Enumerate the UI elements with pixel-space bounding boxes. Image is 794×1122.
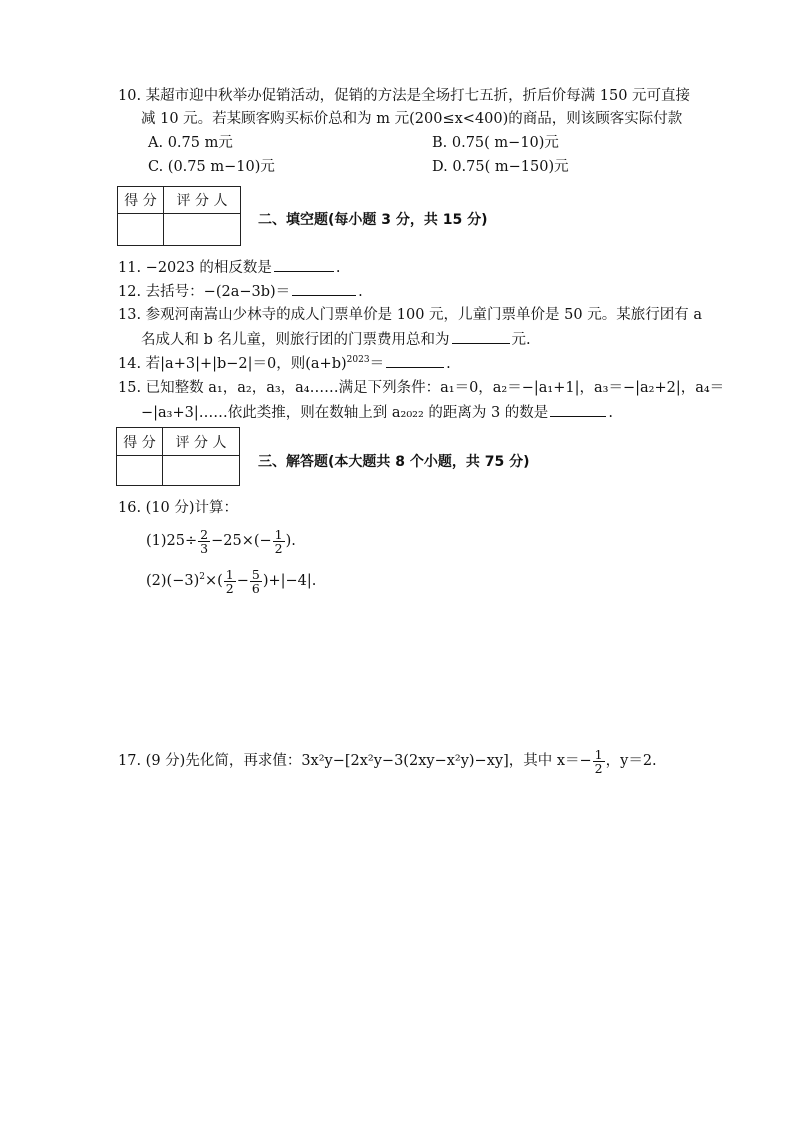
q16-part2: $(2)(-3)^2\times$( $\frac{1}{2}$ − $\frac{5}{6}$ )+|−4|. bbox=[146, 566, 317, 596]
grader-header: 评 分 人 bbox=[163, 428, 240, 456]
fraction-1-2: $\frac{1}{2}$ bbox=[225, 566, 234, 596]
q16-part1: (1)25÷ $\frac{2}{3}$ −25×(− $\frac{1}{2}$ ). bbox=[146, 526, 296, 556]
q13-line1: 13. 参观河南嵩山少林寺的成人门票单价是 100 元，儿童门票单价是 50 元。某旅行团有 a bbox=[118, 307, 702, 323]
grader-cell[interactable] bbox=[163, 456, 240, 486]
fraction-1-2: $\frac{1}{2}$ bbox=[594, 746, 603, 776]
q10-option-b: B. 0.75( m−10)元 bbox=[432, 135, 559, 151]
q10-option-c: C. (0.75 m−10)元 bbox=[148, 159, 275, 175]
q10-option-a: A. 0.75 m元 bbox=[148, 135, 233, 151]
section2-title: 二、填空题(每小题 3 分，共 15 分) bbox=[258, 212, 488, 228]
score-table-section2 bbox=[117, 186, 241, 246]
score-header: 得 分 bbox=[117, 428, 163, 456]
score-header: 得 分 bbox=[118, 187, 164, 214]
q11-answer-blank[interactable] bbox=[274, 257, 334, 272]
grader-header: 评 分 人 bbox=[164, 187, 241, 214]
q15-line2: −|a₃+3|……依此类推，则在数轴上到 a₂₀₂₂ 的距离为 3 的数是 . bbox=[141, 402, 613, 423]
q10-line1: 10. 某超市迎中秋举办促销活动，促销的方法是全场打七五折，折后价每满 150 元可直接 bbox=[118, 88, 691, 104]
score-cell[interactable] bbox=[118, 214, 164, 246]
q15-line1: 15. 已知整数 a₁，a₂，a₃，a₄……满足下列条件：a₁＝0，a₂＝−|a₁+1|，a₃＝−|a₂+2|，a₄＝ bbox=[118, 380, 725, 396]
section3-title: 三、解答题(本大题共 8 个小题，共 75 分) bbox=[258, 454, 530, 470]
q11: 11. −2023 的相反数是 . bbox=[118, 257, 340, 278]
q16-title: 16. (10 分)计算： bbox=[118, 500, 239, 516]
q13-answer-blank[interactable] bbox=[452, 329, 510, 344]
q14-answer-blank[interactable] bbox=[386, 353, 444, 368]
q12: 12. 去括号：−(2a−3b)＝ . bbox=[118, 281, 363, 302]
q10-option-d: D. 0.75( m−150)元 bbox=[432, 159, 569, 175]
grader-cell[interactable] bbox=[164, 214, 241, 246]
score-table-section3 bbox=[116, 427, 240, 486]
fraction-2-3: $\frac{2}{3}$ bbox=[200, 526, 209, 556]
q13-line2: 名成人和 b 名儿童，则旅行团的门票费用总和为 元. bbox=[141, 329, 531, 350]
fraction-5-6: $\frac{5}{6}$ bbox=[251, 566, 260, 596]
q17: 17. (9 分)先化简，再求值：3x²y−[2x²y−3(2xy−x²y)−xy]，其中 x＝− $\frac{1}{2}$ ，y＝2. bbox=[118, 746, 657, 776]
q15-answer-blank[interactable] bbox=[550, 402, 606, 417]
score-cell[interactable] bbox=[117, 456, 163, 486]
fraction-1-2: $\frac{1}{2}$ bbox=[274, 526, 283, 556]
q10-line2: 减 10 元。若某顾客购买标价总和为 m 元(200≤x<400)的商品，则该顾客实际付款 bbox=[141, 111, 683, 127]
q14: 14. 若|a+3|+|b−2|＝0，则$(a+b)^{2023}=$ . bbox=[118, 353, 451, 374]
q12-answer-blank[interactable] bbox=[292, 281, 356, 296]
